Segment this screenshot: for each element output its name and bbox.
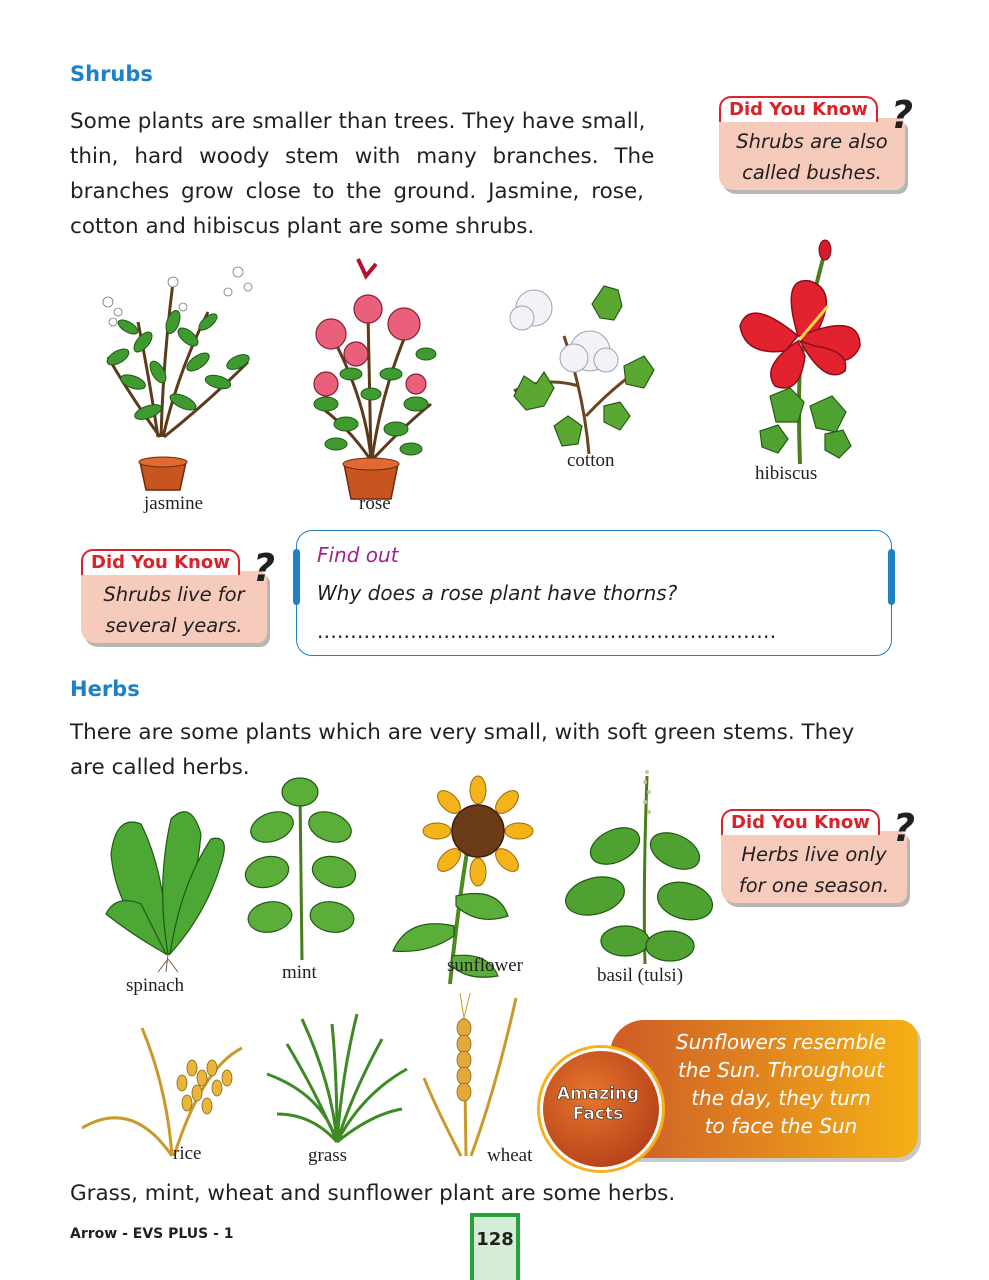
rose-plant-image (296, 254, 446, 504)
did-you-know-box-2 (81, 546, 281, 649)
amazing-facts-line: the Sun. Throughout (677, 1058, 885, 1082)
page-number: 128 (470, 1213, 520, 1280)
did-you-know-title: Did You Know (721, 809, 880, 835)
did-you-know-line: Herbs live only (741, 843, 887, 866)
did-you-know-box-1 (719, 93, 919, 196)
basil-plant-image (555, 766, 715, 966)
did-you-know-line: for one season. (738, 874, 890, 897)
hibiscus-plant-image (730, 236, 870, 466)
shrubs-line-3: branches grow close to the ground. Jasmine, rose, (70, 179, 645, 204)
cotton-caption: cotton (567, 450, 615, 471)
spinach-plant-image (96, 794, 236, 974)
herbs-closing-sentence: Grass, mint, wheat and sunflower plant are some herbs. (70, 1181, 676, 1206)
wheat-plant-image (416, 988, 526, 1158)
did-you-know-box-3 (721, 806, 921, 909)
amazing-facts-label-line-2: Facts (572, 1104, 624, 1124)
find-out-right-bar (888, 549, 895, 605)
mint-plant-image (242, 772, 362, 962)
shrubs-line-4: cotton and hibiscus plant are some shrubs. (70, 214, 535, 239)
did-you-know-line: Shrubs are also (736, 130, 888, 153)
spinach-caption: spinach (126, 975, 185, 996)
footer-book-title: Arrow - EVS PLUS - 1 (70, 1226, 234, 1242)
rice-caption: rice (173, 1143, 202, 1164)
herbs-line-1: There are some plants which are very small, with soft green stems. They (70, 720, 855, 745)
did-you-know-line: Shrubs live for (103, 583, 245, 606)
mint-caption: mint (282, 962, 317, 983)
rose-caption: rose (359, 493, 391, 514)
find-out-left-bar (293, 549, 300, 605)
amazing-facts-text (650, 1028, 912, 1140)
wheat-caption: wheat (487, 1145, 533, 1166)
amazing-facts-label-line-1: Amazing (556, 1084, 640, 1104)
shrubs-paragraph (70, 104, 710, 244)
amazing-facts-label (548, 1084, 648, 1124)
grass-plant-image (262, 1014, 412, 1144)
question-mark-icon: ? (893, 806, 916, 850)
amazing-facts-line: to face the Sun (704, 1114, 858, 1138)
herbs-line-2: are called herbs. (70, 755, 250, 780)
hibiscus-caption: hibiscus (755, 463, 818, 484)
shrubs-heading: Shrubs (70, 62, 153, 86)
amazing-facts-line: Sunflowers resemble (675, 1030, 887, 1054)
did-you-know-line: called bushes. (742, 161, 882, 184)
shrubs-line-1: Some plants are smaller than trees. They have small, (70, 109, 646, 134)
amazing-facts-line: the day, they turn (691, 1086, 871, 1110)
jasmine-caption: jasmine (144, 493, 204, 514)
find-out-question: Why does a rose plant have thorns? (317, 581, 678, 605)
herbs-paragraph (70, 715, 930, 785)
did-you-know-title: Did You Know (719, 96, 878, 122)
find-out-answer-line[interactable]: ..................................................................... (317, 619, 777, 643)
basil-caption: basil (tulsi) (597, 965, 684, 986)
herbs-heading: Herbs (70, 677, 140, 701)
sunflower-caption: sunflower (447, 955, 523, 976)
did-you-know-title: Did You Know (81, 549, 240, 575)
question-mark-icon: ? (891, 93, 914, 137)
find-out-box (296, 530, 892, 656)
cotton-plant-image (494, 276, 664, 456)
question-mark-icon: ? (253, 546, 276, 590)
grass-caption: grass (308, 1145, 348, 1166)
shrubs-line-2: thin, hard woody stem with many branches. The (70, 144, 655, 169)
jasmine-plant-image (88, 262, 268, 492)
did-you-know-line: several years. (105, 614, 243, 637)
find-out-label: Find out (317, 543, 399, 567)
rice-plant-image (72, 1008, 252, 1158)
